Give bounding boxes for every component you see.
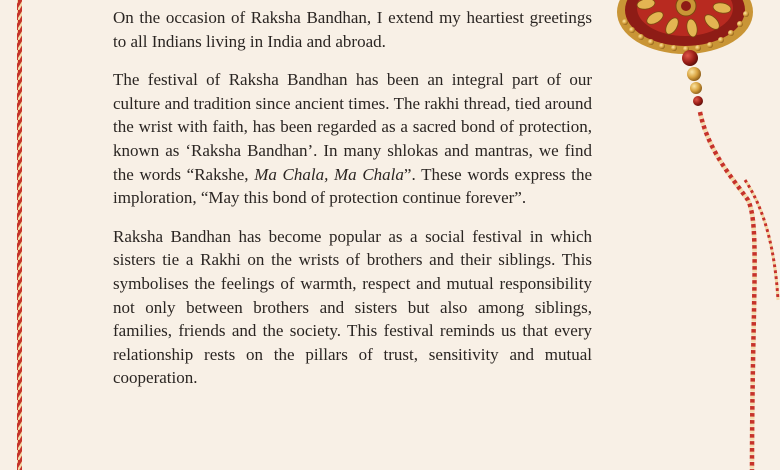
twisted-thread-icon — [17, 0, 22, 470]
letter-body — [113, 6, 592, 390]
rakhi-flower-icon — [617, 0, 753, 106]
right-thread — [700, 112, 778, 470]
tradition-paragraph — [113, 68, 592, 210]
mantra-italic: Ma Chala, Ma Chala — [254, 164, 404, 184]
tradition-text-before: The festival of Raksha Bandhan has been an integral part of our culture and tradition since ancient times. The rakhi thread, tied around the wrist with faith, has been regarded as a sacred bond of protection, known as ‘Raksha Bandhan’. In many shlokas and mantras, we find the words “Rakshe, — [113, 70, 592, 184]
greeting-paragraph: On the occasion of Raksha Bandhan, I extend my heartiest greetings to all Indians living in India and abroad. — [113, 8, 592, 51]
tradition-text-after: ”. These words express the imploration, “May this bond of protection continue forever”. — [113, 164, 592, 208]
social-festival-paragraph: Raksha Bandhan has become popular as a social festival in which sisters tie a Rakhi on the wrists of brothers and their siblings. This symbolises the feelings of warmth, respect and mutual responsibility not only between brothers and sisters but also among siblings, families, friends and the society. This festival reminds us that every relationship rests on the pillars of trust, sensitivity and mutual cooperation. — [113, 226, 592, 388]
